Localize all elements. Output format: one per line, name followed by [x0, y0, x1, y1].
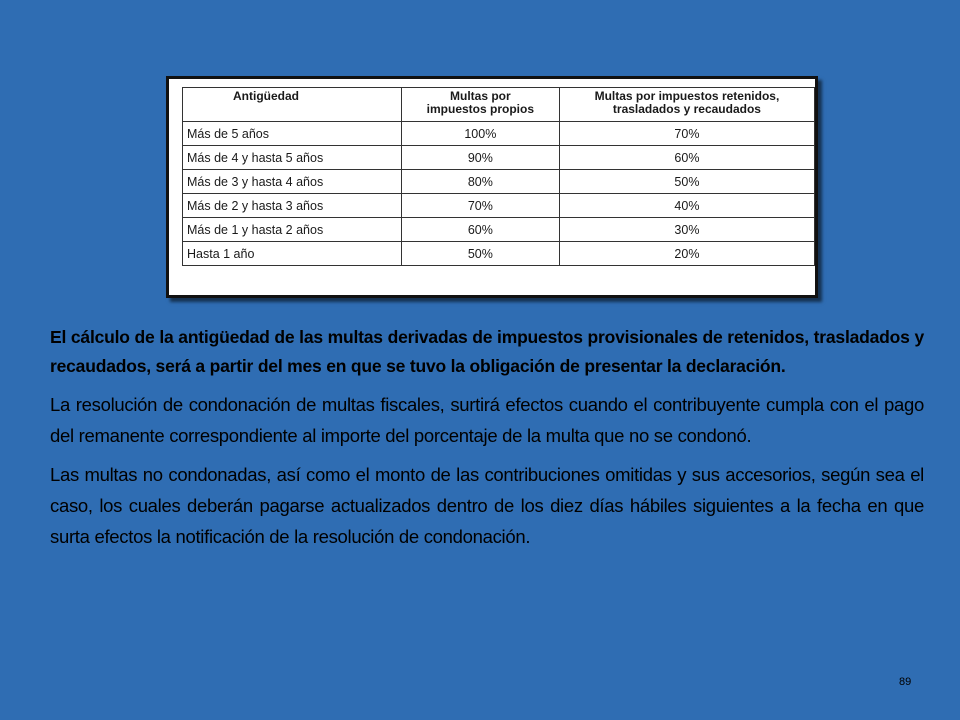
paragraph-multas-no-condonadas: Las multas no condonadas, así como el monto de las contribuciones omitidas y sus accesorios, según sea el caso, los cuales deberán pagarse actualizados dentro de los diez días hábiles siguientes a la fecha en que surta efectos la notificación de la resolución de condonación.: [50, 464, 924, 547]
body-text: [50, 323, 924, 552]
cell-retenidos: 50%: [559, 170, 814, 194]
cell-antiguedad: Más de 5 años: [183, 122, 402, 146]
cell-antiguedad: Hasta 1 año: [183, 242, 402, 266]
cell-propios: 50%: [401, 242, 559, 266]
table-row: [183, 242, 815, 266]
cell-antiguedad: Más de 1 y hasta 2 años: [183, 218, 402, 242]
table-row: [183, 170, 815, 194]
cell-propios: 100%: [401, 122, 559, 146]
cell-retenidos: 70%: [559, 122, 814, 146]
cell-propios: 60%: [401, 218, 559, 242]
header-multas-propios: [401, 88, 559, 122]
paragraph-resolucion: La resolución de condonación de multas fiscales, surtirá efectos cuando el contribuyente cumpla con el pago del remanente correspondiente al importe del porcentaje de la multa que no se condonó.: [50, 394, 924, 446]
fines-table: [182, 87, 815, 266]
page-number: 89: [899, 676, 912, 688]
fines-table-image: [166, 76, 818, 298]
table-row: [183, 218, 815, 242]
cell-retenidos: 20%: [559, 242, 814, 266]
cell-propios: 80%: [401, 170, 559, 194]
table-row: [183, 146, 815, 170]
table-row: [183, 194, 815, 218]
cell-antiguedad: Más de 2 y hasta 3 años: [183, 194, 402, 218]
cell-retenidos: 30%: [559, 218, 814, 242]
header-multas-retenidos-text: Multas por impuestos retenidos, trasladados y recaudados: [594, 89, 780, 116]
header-multas-propios-text: Multas por impuestos propios: [426, 89, 535, 116]
table-header-row: [183, 88, 815, 122]
cell-propios: 70%: [401, 194, 559, 218]
header-antiguedad: Antigüedad: [183, 88, 402, 122]
cell-antiguedad: Más de 4 y hasta 5 años: [183, 146, 402, 170]
header-multas-retenidos: [559, 88, 814, 122]
cell-propios: 90%: [401, 146, 559, 170]
cell-retenidos: 40%: [559, 194, 814, 218]
cell-antiguedad: Más de 3 y hasta 4 años: [183, 170, 402, 194]
paragraph-antiguedad: El cálculo de la antigüedad de las multas derivadas de impuestos provisionales de retenidos, trasladados y recaudados, será a partir del mes en que se tuvo la obligación de presentar la declaración.: [50, 327, 924, 376]
table-row: [183, 122, 815, 146]
cell-retenidos: 60%: [559, 146, 814, 170]
